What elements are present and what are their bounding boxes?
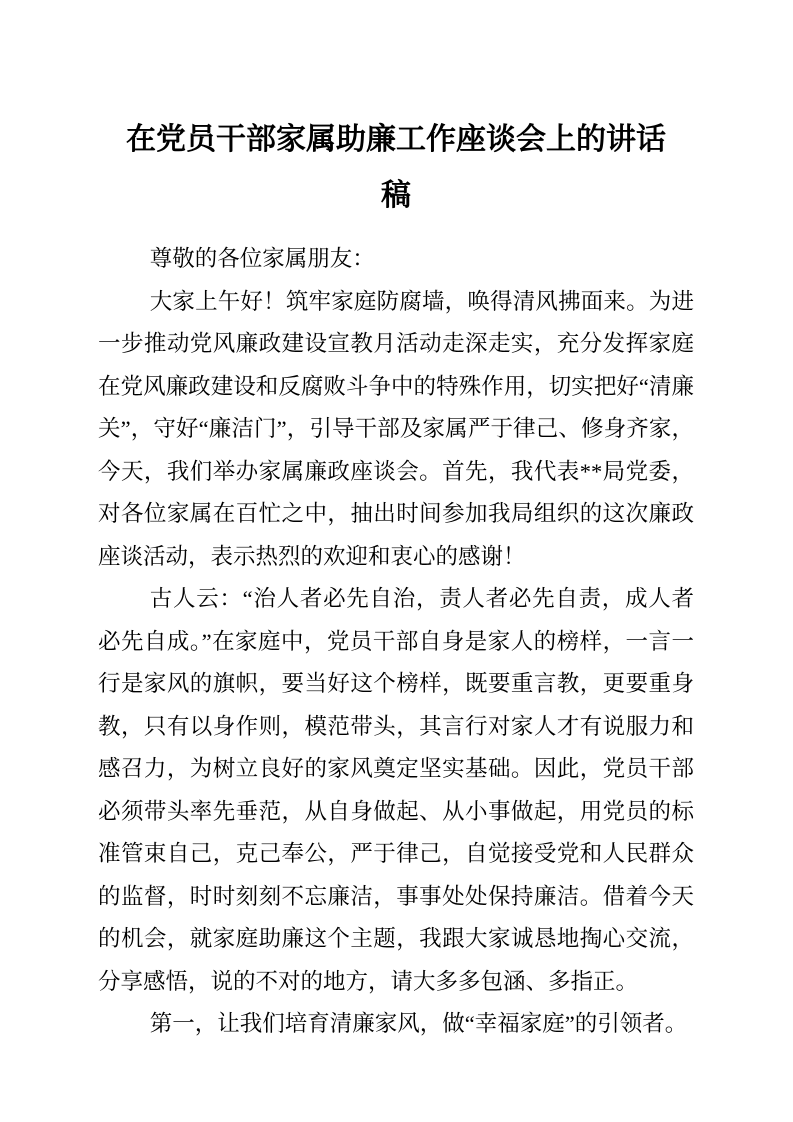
document-title: 在党员干部家属助廉工作座谈会上的讲话稿 [126,123,666,212]
paragraph-opening: 大家上午好！筑牢家庭防腐墙，唤得清风拂面来。为进一步推动党风廉政建设宣教月活动走深走实，充分发挥家庭在党风廉政建设和反腐败斗争中的特殊作用，切实把好“清廉关”，守好“廉洁门”，引导干部及家属严于律己、修身齐家，今天，我们举办家属廉政座谈会。首先，我代表**局党委，对各位家属在百忙之中，抽出时间参加我局组织的这次廉政座谈活动，表示热烈的欢迎和衷心的感谢！ [98,288,694,569]
paragraph-point-one: 第一，让我们培育清廉家风，做“幸福家庭”的引领者。 [149,1011,688,1036]
paragraph-salutation: 尊敬的各位家属朋友： [149,246,375,271]
paragraph-main: 古人云：“治人者必先自治，责人者必先自责，成人者必先自成。”在家庭中，党员干部自身是家人的榜样，一言一行是家风的旗帜，要当好这个榜样，既要重言教，更要重身教，只有以身作则，模范带头，其言行对家人才有说服力和感召力，为树立良好的家风奠定坚实基础。因此，党员干部必须带头率先垂范，从自身做起、从小事做起，用党员的标准管束自己，克己奉公，严于律己，自觉接受党和人民群众的监督，时时刻刻不忘廉洁，事事处处保持廉洁。借着今天的机会，就家庭助廉这个主题，我跟大家诚恳地掏心交流，分享感悟，说的不对的地方，请大多多包涵、多指正。 [98,586,694,994]
document-body [98,238,694,1046]
